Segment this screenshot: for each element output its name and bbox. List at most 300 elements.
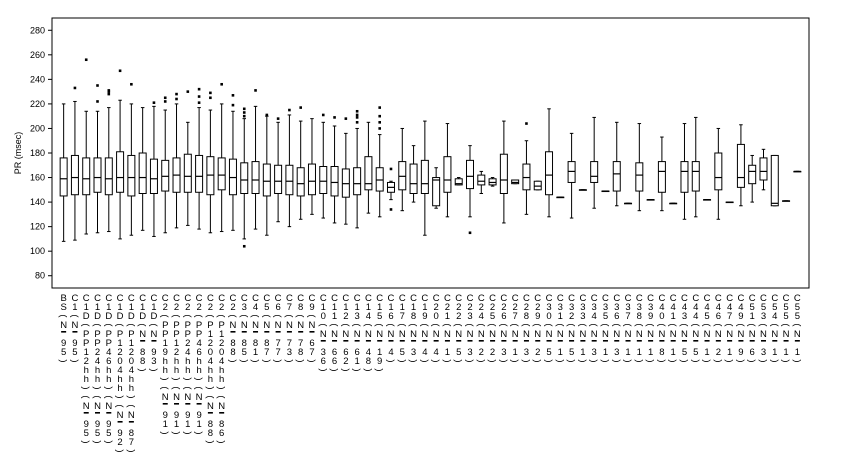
category-label-glyph: N <box>500 329 508 340</box>
category-label <box>159 293 170 435</box>
category-label-glyph: 4 <box>117 365 123 376</box>
category-label-glyph: 4 <box>106 347 112 358</box>
category-label-glyph <box>569 340 574 342</box>
category-label-glyph: 2 <box>94 347 101 358</box>
category-label-glyph: ) <box>181 377 193 381</box>
category-label <box>58 293 69 363</box>
category-label-glyph: 3 <box>467 311 473 322</box>
category-label-glyph: 2 <box>501 302 507 313</box>
category-label-glyph: N <box>353 329 361 340</box>
category-label <box>92 293 103 444</box>
category-label-glyph: ) <box>170 431 182 435</box>
category-label <box>385 293 396 363</box>
category-label-glyph: C <box>218 293 226 304</box>
category-label-glyph: C <box>229 293 237 304</box>
category-label-glyph: 3 <box>614 302 620 313</box>
category-label <box>487 293 498 363</box>
category-label-glyph: 9 <box>151 347 157 358</box>
box-iqr <box>512 180 519 184</box>
category-label-glyph: ) <box>475 359 487 363</box>
category-label-glyph: N <box>274 320 282 331</box>
category-label-glyph: C <box>71 293 79 304</box>
box-group <box>252 89 259 229</box>
category-label <box>577 293 588 363</box>
category-label-glyph: C <box>161 293 169 304</box>
category-label-glyph: N <box>240 320 248 331</box>
category-label-glyph: 9 <box>422 311 428 322</box>
outlier-point <box>299 106 302 109</box>
category-label-glyph <box>253 331 258 333</box>
category-label-glyph: N <box>477 329 485 340</box>
category-label-glyph: ( <box>125 404 137 408</box>
category-label-glyph: 1 <box>580 347 586 358</box>
category-label-glyph: ) <box>723 359 735 363</box>
box-iqr <box>546 152 553 195</box>
category-label-glyph: 8 <box>410 311 417 322</box>
category-label-glyph: h <box>185 356 191 367</box>
outlier-point <box>243 245 246 248</box>
category-label-glyph <box>321 340 326 342</box>
box-iqr <box>354 168 361 195</box>
category-label-glyph: C <box>726 293 734 304</box>
category-label-glyph: C <box>443 293 451 304</box>
category-label-glyph: ( <box>430 323 442 327</box>
y-tick-label: 120 <box>29 221 45 232</box>
category-label-glyph: ( <box>294 314 306 318</box>
outlier-point <box>243 111 246 114</box>
box-iqr <box>613 162 620 191</box>
category-label-glyph: 7 <box>399 311 405 322</box>
box-group <box>150 101 157 236</box>
category-label-glyph: 2 <box>489 347 496 358</box>
category-label-glyph: 4 <box>207 356 214 367</box>
category-label-glyph: ) <box>565 359 577 363</box>
category-label-glyph <box>151 340 156 342</box>
category-label-glyph: 5 <box>72 347 78 358</box>
category-label-glyph: h <box>83 365 89 376</box>
category-label-glyph: N <box>455 329 463 340</box>
category-label-glyph: N <box>184 392 192 403</box>
category-label-glyph: P <box>162 320 169 331</box>
category-label-glyph: 9 <box>185 410 191 421</box>
box-iqr <box>433 178 440 206</box>
box-group <box>173 93 180 228</box>
box-iqr <box>421 160 428 193</box>
category-label-glyph <box>377 340 382 342</box>
category-label-glyph: N <box>263 320 271 331</box>
category-label-glyph: P <box>184 329 191 340</box>
category-label-glyph <box>129 421 134 423</box>
category-label <box>656 293 667 363</box>
category-label-glyph: N <box>489 329 497 340</box>
category-label-glyph: P <box>105 338 112 349</box>
category-label-glyph: 3 <box>467 347 473 358</box>
category-label-glyph: 1 <box>72 302 78 313</box>
category-label-glyph <box>659 340 664 342</box>
category-label-glyph: 0 <box>433 311 439 322</box>
category-label <box>701 293 712 363</box>
category-label-glyph: 2 <box>219 338 225 349</box>
box-iqr <box>749 165 756 183</box>
category-label-glyph: ) <box>464 359 476 363</box>
category-label-glyph <box>479 340 484 342</box>
category-label <box>757 293 768 363</box>
category-label <box>430 293 441 363</box>
category-label-glyph: ) <box>147 368 159 372</box>
category-label-glyph: ) <box>317 368 329 372</box>
category-label-glyph: 5 <box>83 428 89 439</box>
category-label-glyph: N <box>681 329 688 340</box>
category-label <box>261 293 272 363</box>
category-label-glyph: 2 <box>185 302 191 313</box>
category-label-glyph: ) <box>339 368 351 372</box>
category-label-glyph: P <box>195 320 203 331</box>
category-label <box>125 293 136 453</box>
category-label-glyph: ) <box>622 359 634 363</box>
category-label-glyph: 1 <box>444 311 451 322</box>
box-iqr <box>60 158 67 196</box>
category-label-glyph: C <box>635 293 643 304</box>
category-label <box>340 293 351 372</box>
category-label-glyph: 4 <box>715 302 721 313</box>
box-iqr <box>365 157 372 190</box>
category-label-glyph: ) <box>768 359 780 363</box>
category-label-glyph: ( <box>170 386 182 390</box>
category-label-glyph: 6 <box>320 356 326 367</box>
category-label-glyph: C <box>669 293 677 304</box>
category-label-glyph: N <box>105 401 113 412</box>
category-label-glyph: 1 <box>704 347 710 358</box>
category-label <box>317 293 328 372</box>
category-label <box>588 293 599 363</box>
category-label-glyph: ) <box>159 431 171 435</box>
box-group <box>60 104 67 241</box>
category-label-glyph: h <box>117 383 123 394</box>
category-label-glyph: C <box>353 293 361 304</box>
category-label-glyph: 2 <box>535 347 541 358</box>
category-label-glyph: 6 <box>275 302 281 313</box>
category-label <box>690 293 701 363</box>
category-label-glyph <box>716 340 721 342</box>
category-label-glyph: ( <box>554 323 566 327</box>
category-label-glyph: 7 <box>286 302 293 313</box>
category-label-glyph <box>456 340 461 342</box>
category-label-glyph: 4 <box>365 347 372 358</box>
category-label-glyph: 4 <box>772 311 778 322</box>
category-label-glyph: ( <box>102 323 114 327</box>
category-label-glyph: 2 <box>185 338 191 349</box>
category-label-glyph: 6 <box>331 347 338 358</box>
category-label-glyph: 1 <box>749 311 755 322</box>
box-iqr <box>737 144 744 187</box>
outlier-point <box>198 101 201 104</box>
box-group <box>105 89 112 231</box>
category-label-glyph: ) <box>441 359 453 363</box>
category-label-glyph: P <box>195 329 203 340</box>
category-label-glyph: 7 <box>286 338 293 349</box>
category-label-glyph: 1 <box>207 329 214 340</box>
category-label-glyph <box>727 340 732 342</box>
category-label-glyph: ) <box>215 440 227 444</box>
category-label-glyph: 4 <box>388 347 394 358</box>
category-label-glyph: 2 <box>535 302 541 313</box>
box-iqr <box>568 162 575 183</box>
category-label-glyph: N <box>195 392 203 403</box>
category-label-glyph: 4 <box>693 302 699 313</box>
category-label-glyph: 2 <box>489 302 496 313</box>
category-label-glyph <box>592 340 597 342</box>
outlier-point <box>356 110 359 113</box>
category-label-glyph: ) <box>102 440 114 444</box>
box-iqr <box>105 158 112 195</box>
box-group <box>263 114 270 236</box>
category-label-glyph <box>547 340 552 342</box>
category-label-glyph: 1 <box>625 347 631 358</box>
category-label-glyph: 9 <box>117 428 123 439</box>
category-label-glyph <box>276 331 281 333</box>
box-group <box>128 83 135 235</box>
category-label-glyph: N <box>94 401 101 412</box>
category-label-glyph: ( <box>114 404 126 408</box>
category-label-glyph <box>242 331 247 333</box>
category-label-glyph: N <box>161 392 169 403</box>
category-label-glyph <box>501 340 506 342</box>
category-label-glyph: N <box>647 329 655 340</box>
category-label <box>475 293 486 363</box>
box-iqr <box>760 158 767 180</box>
category-label-glyph <box>400 340 405 342</box>
category-label-glyph: C <box>150 293 158 304</box>
category-label-glyph: P <box>94 338 101 349</box>
category-label-glyph: 5 <box>546 347 552 358</box>
category-label-glyph: C <box>466 293 474 304</box>
category-label-glyph: 4 <box>693 311 699 322</box>
category-label-glyph: ) <box>362 368 374 372</box>
category-label-glyph: 3 <box>681 311 688 322</box>
category-label-glyph: 6 <box>331 356 338 367</box>
category-label-glyph: ) <box>396 359 408 363</box>
category-label-glyph: ( <box>509 323 521 327</box>
category-label-glyph: ( <box>464 323 476 327</box>
box-group <box>218 83 225 232</box>
category-label-glyph: N <box>308 320 316 331</box>
category-label-glyph: ) <box>272 359 284 363</box>
category-label-glyph: 1 <box>354 356 360 367</box>
category-label-glyph: 8 <box>636 311 642 322</box>
category-label-glyph <box>355 340 360 342</box>
category-label-glyph: 3 <box>557 302 563 313</box>
box-iqr <box>117 152 124 193</box>
outlier-point <box>119 69 122 72</box>
category-label-glyph: 4 <box>185 347 191 358</box>
category-label-glyph: C <box>602 293 609 304</box>
category-label-glyph: 9 <box>72 338 78 349</box>
category-label-glyph: 9 <box>83 419 89 430</box>
category-label-glyph: 1 <box>512 347 518 358</box>
category-label-glyph <box>208 412 213 414</box>
category-label-glyph: h <box>128 383 135 394</box>
category-label-glyph <box>197 403 202 405</box>
category-label-glyph: h <box>207 374 214 385</box>
category-label-glyph: ( <box>441 323 453 327</box>
category-label-glyph: 8 <box>230 347 236 358</box>
box-iqr <box>128 155 135 196</box>
category-label <box>746 293 757 363</box>
category-label-glyph: ) <box>328 368 340 372</box>
box-group <box>737 125 744 206</box>
category-label-glyph: ( <box>317 323 329 327</box>
category-label-glyph: 2 <box>117 437 123 448</box>
category-label-glyph: C <box>94 293 101 304</box>
category-label-glyph: ) <box>689 359 701 363</box>
category-label-glyph: 5 <box>760 302 767 313</box>
category-label-glyph: C <box>331 293 338 304</box>
category-label-glyph: 9 <box>647 311 654 322</box>
outlier-point <box>243 108 246 111</box>
outlier-point <box>378 106 381 109</box>
category-label-glyph: N <box>511 329 519 340</box>
category-label-glyph: P <box>218 320 225 331</box>
category-label-glyph: ) <box>249 359 261 363</box>
box-group <box>331 116 338 223</box>
category-label-glyph: N <box>82 401 90 412</box>
category-label-glyph: 1 <box>444 347 451 358</box>
category-label-glyph: D <box>127 311 135 322</box>
category-label <box>351 293 362 372</box>
category-label <box>453 293 464 363</box>
category-label-glyph: ) <box>780 359 792 363</box>
category-label-glyph: ( <box>204 314 216 318</box>
category-label-glyph: ) <box>204 440 216 444</box>
category-label-glyph: N <box>60 320 68 331</box>
category-label-glyph: B <box>60 293 67 304</box>
category-label-glyph: 9 <box>738 311 744 322</box>
category-label-glyph: 5 <box>377 311 383 322</box>
category-label-glyph: 3 <box>546 302 552 313</box>
category-label-glyph: 3 <box>241 302 247 313</box>
category-label-glyph <box>264 331 269 333</box>
category-label-glyph: ( <box>249 314 261 318</box>
category-label-glyph: h <box>128 374 135 385</box>
outlier-point <box>209 92 212 95</box>
category-label <box>114 293 125 453</box>
category-label-glyph: 8 <box>298 302 304 313</box>
box-group <box>376 106 383 217</box>
category-label-glyph: ) <box>80 386 92 390</box>
category-label-glyph: 7 <box>275 347 281 358</box>
category-label-glyph: 1 <box>117 302 123 313</box>
category-label-glyph: 2 <box>478 347 484 358</box>
box-iqr <box>681 162 688 193</box>
category-label-glyph: N <box>229 320 237 331</box>
category-label-glyph: C <box>681 293 688 304</box>
category-label-glyph: ( <box>418 323 430 327</box>
category-label-glyph: h <box>117 374 123 385</box>
category-label-glyph: C <box>127 293 135 304</box>
category-label <box>780 293 791 363</box>
category-label-glyph: 2 <box>173 302 180 313</box>
category-label <box>543 293 554 363</box>
category-label-glyph: 4 <box>726 302 733 313</box>
category-label-glyph: 1 <box>772 347 778 358</box>
box-group <box>410 146 417 202</box>
category-label-glyph: ) <box>610 359 622 363</box>
category-label-glyph: ) <box>407 359 419 363</box>
category-label-glyph: ) <box>125 395 137 399</box>
category-label-glyph: ( <box>701 323 713 327</box>
category-label-glyph: 9 <box>309 302 315 313</box>
category-label-glyph <box>603 340 608 342</box>
box-group <box>455 178 462 185</box>
category-label-glyph: 1 <box>422 302 428 313</box>
category-label <box>329 293 340 372</box>
category-label-glyph: 1 <box>399 302 405 313</box>
category-label-glyph: 1 <box>162 419 168 430</box>
category-label-glyph: 6 <box>343 347 349 358</box>
category-label-glyph: ( <box>260 314 272 318</box>
category-label-glyph: N <box>534 329 542 340</box>
category-label-glyph: ) <box>283 359 295 363</box>
category-label-glyph: 6 <box>715 311 721 322</box>
category-label-glyph: ) <box>497 359 509 363</box>
box-iqr <box>523 164 530 190</box>
box-group <box>704 200 711 201</box>
category-label-glyph: ( <box>159 386 171 390</box>
category-label-glyph: 1 <box>252 347 259 358</box>
box-iqr <box>444 157 451 193</box>
box-iqr <box>297 168 304 196</box>
category-label-glyph: C <box>771 293 779 304</box>
outlier-point <box>153 101 156 104</box>
category-label-glyph: ) <box>757 359 769 363</box>
category-label-glyph: 5 <box>456 347 462 358</box>
category-label <box>306 293 317 363</box>
box-group <box>557 197 564 198</box>
category-label-glyph <box>671 340 676 342</box>
category-label-glyph: ) <box>633 359 645 363</box>
category-label-glyph: 1 <box>162 338 168 349</box>
category-label-glyph: 8 <box>128 428 135 439</box>
category-label-glyph: 4 <box>196 338 202 349</box>
category-label <box>419 293 430 363</box>
category-label-glyph: 7 <box>726 311 733 322</box>
category-label-glyph: 4 <box>219 356 225 367</box>
category-label-glyph: ( <box>678 323 690 327</box>
category-label-glyph <box>72 331 77 333</box>
box-iqr <box>207 157 214 195</box>
category-label-glyph: ( <box>181 314 193 318</box>
category-label-glyph: h <box>196 356 202 367</box>
category-label-glyph: C <box>376 293 384 304</box>
category-label-glyph: ( <box>91 395 103 399</box>
category-label-glyph: ) <box>588 359 600 363</box>
category-label-glyph: N <box>523 329 530 340</box>
category-label-glyph: 3 <box>636 302 642 313</box>
category-label-glyph: C <box>342 293 350 304</box>
category-label-glyph: h <box>173 365 180 376</box>
category-label-glyph: ( <box>91 323 103 327</box>
category-label-glyph: ) <box>599 359 611 363</box>
category-label-glyph: 5 <box>749 302 755 313</box>
box-iqr <box>342 169 349 197</box>
y-tick-label: 260 <box>29 49 45 60</box>
category-label-glyph: ( <box>193 386 205 390</box>
category-label-glyph: 5 <box>783 302 789 313</box>
category-label-glyph <box>174 403 179 405</box>
category-label-glyph <box>106 412 111 414</box>
category-label-glyph: ( <box>204 395 216 399</box>
category-label-glyph: D <box>94 311 101 322</box>
